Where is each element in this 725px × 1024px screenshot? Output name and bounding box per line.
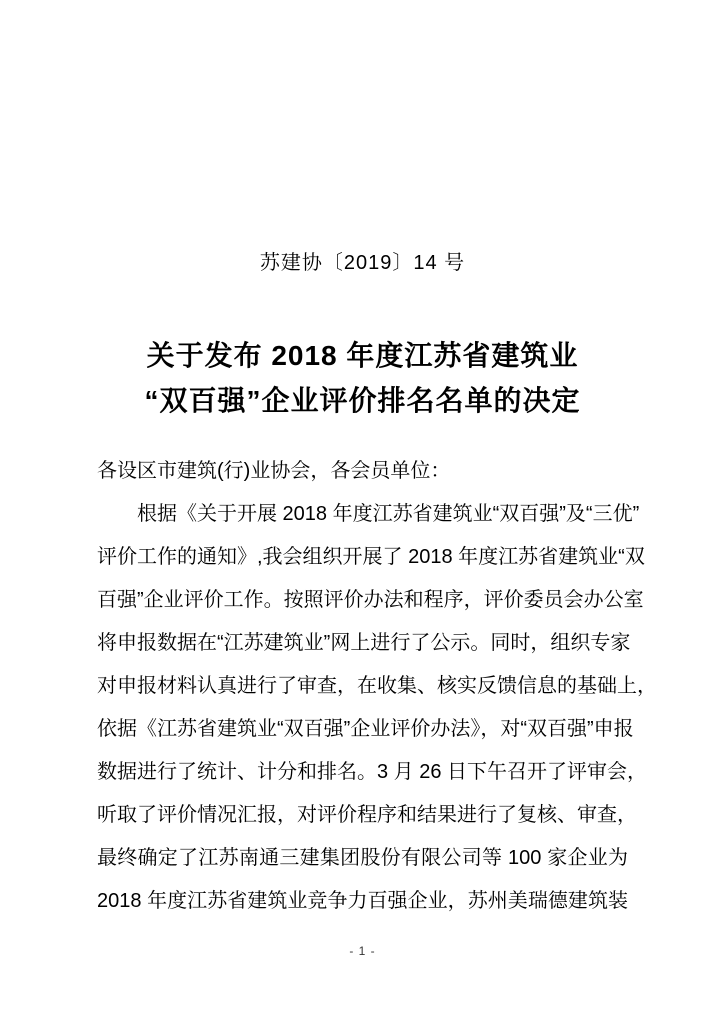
- body-line: 将申报数据在“江苏建筑业”网上进行了公示。同时，组织专家: [97, 632, 631, 654]
- body-line: 最终确定了江苏南通三建集团股份有限公司等 100 家企业为: [97, 847, 628, 869]
- body-line: 数据进行了统计、计分和排名。3 月 26 日下午召开了评审会，: [97, 761, 648, 783]
- document-body: [97, 450, 657, 923]
- body-line: 百强”企业评价工作。按照评价办法和程序，评价委员会办公室: [97, 589, 644, 611]
- title-line-2: “双百强”企业评价排名名单的决定: [144, 385, 581, 416]
- body-line: 听取了评价情况汇报，对评价程序和结果进行了复核、审查，: [97, 804, 637, 826]
- body-line: 评价工作的通知》,我会组织开展了 2018 年度江苏省建筑业“双: [97, 546, 645, 568]
- body-line: 根据《关于开展 2018 年度江苏省建筑业“双百强”及“三优”: [137, 503, 640, 525]
- doc-number: 苏建协〔2019〕14 号: [259, 252, 466, 274]
- body-line: 依据《江苏省建筑业“双百强”企业评价办法》，对“双百强”申报: [97, 718, 634, 740]
- title-line-1: 关于发布 2018 年度江苏省建筑业: [146, 340, 579, 371]
- document-title: [0, 333, 725, 423]
- body-line: 2018 年度江苏省建筑业竞争力百强企业，苏州美瑞德建筑装: [97, 890, 628, 912]
- salutation: 各设区市建筑(行)业协会，各会员单位：: [97, 460, 451, 482]
- body-line: 对申报材料认真进行了审查，在收集、核实反馈信息的基础上，: [97, 675, 657, 697]
- page-number: - 1 -: [349, 944, 376, 958]
